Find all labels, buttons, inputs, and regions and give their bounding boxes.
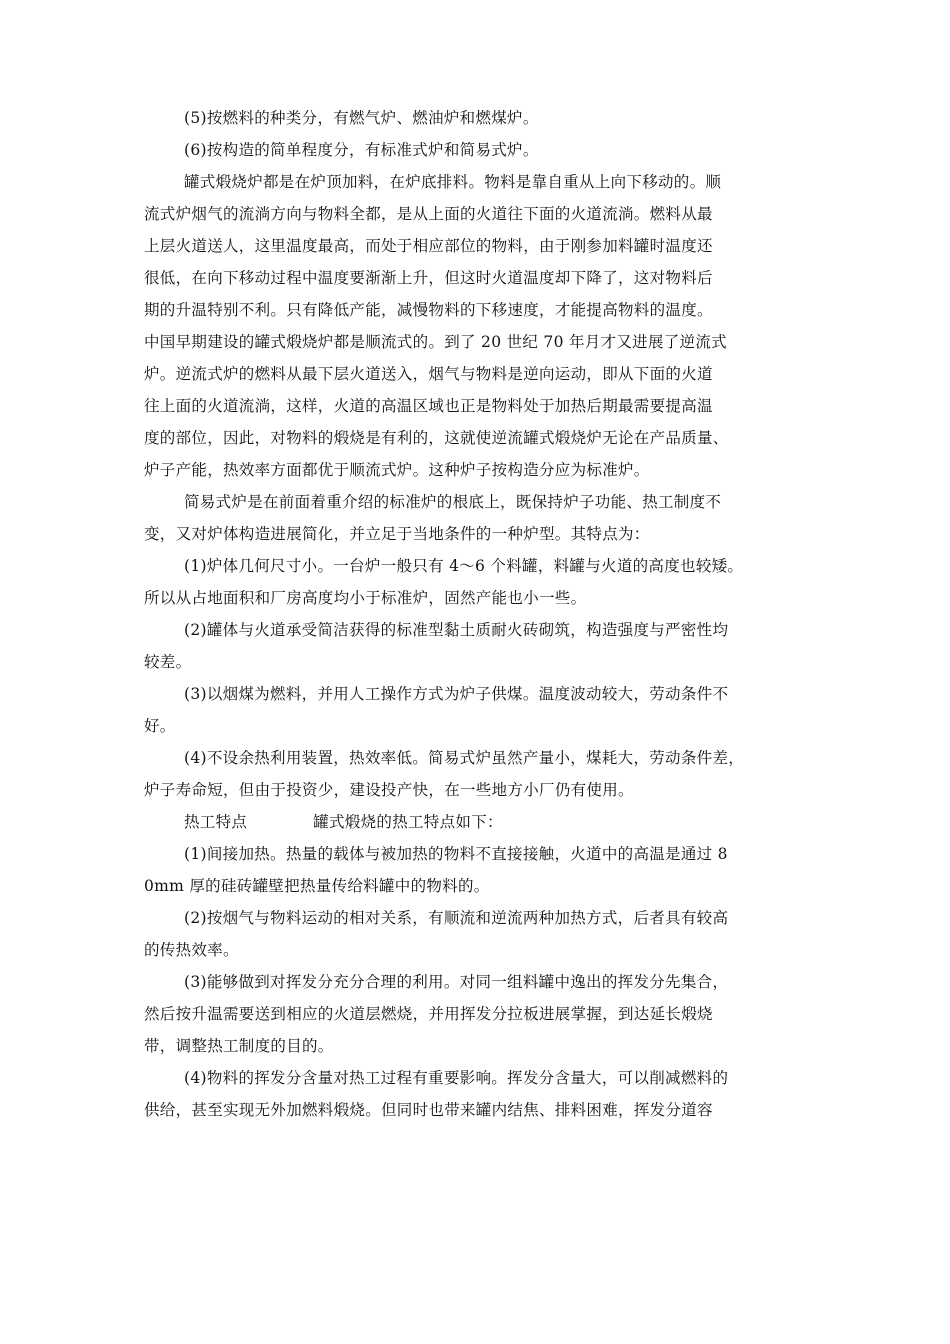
list-item-line: 所以从占地面积和厂房高度均小于标准炉，固然产能也小一些。	[144, 589, 587, 607]
paragraph-line: 变，又对炉体构造进展简化，并立足于当地条件的一种炉型。其特点为：	[144, 525, 650, 543]
list-item-line: (4)不设余热利用装置，热效率低。简易式炉虽然产量小，煤耗大，劳动条件差，	[184, 749, 745, 767]
section-intro: 罐式煅烧的热工特点如下：	[313, 813, 503, 831]
list-item-line: 炉子寿命短，但由于投资少，建设投产快，在一些地方小厂仍有使用。	[144, 781, 634, 799]
section-heading: 热工特点	[184, 813, 248, 831]
paragraph-line: 罐式煅烧炉都是在炉顶加料，在炉底排料。物料是靠自重从上向下移动的。顺	[184, 173, 722, 191]
paragraph-line: 炉子产能，热效率方面都优于顺流式炉。这种炉子按构造分应为标准炉。	[144, 461, 650, 479]
list-item-line: (4)物料的挥发分含量对热工过程有重要影响。挥发分含量大，可以削减燃料的	[184, 1069, 729, 1087]
list-item-line: (2)按烟气与物料运动的相对关系，有顺流和逆流两种加热方式，后者具有较高	[184, 909, 729, 927]
paragraph-fuel-type: (5)按燃料的种类分，有燃气炉、燃油炉和燃煤炉。	[184, 109, 539, 127]
list-item-line: 好。	[144, 717, 176, 735]
paragraph-line: 度的部位，因此，对物料的煅烧是有利的，这就使逆流罐式煅烧炉无论在产品质量、	[144, 429, 729, 447]
paragraph-line: 流式炉烟气的流淌方向与物料全都，是从上面的火道往下面的火道流淌。燃料从最	[144, 205, 713, 223]
list-item-line: 带，调整热工制度的目的。	[144, 1037, 334, 1055]
list-item-line: 供给，甚至实现无外加燃料煅烧。但同时也带来罐内结焦、排料困难，挥发分道容	[144, 1101, 713, 1119]
section-heading-line	[184, 812, 804, 832]
paragraph-line: 很低，在向下移动过程中温度要渐渐上升，但这时火道温度却下降了，这对物料后	[144, 269, 713, 287]
paragraph-structure-type: (6)按构造的简单程度分，有标准式炉和简易式炉。	[184, 141, 539, 159]
list-item-line: (3)以烟煤为燃料，并用人工操作方式为炉子供煤。温度波动较大，劳动条件不	[184, 685, 729, 703]
list-item-line: 的传热效率。	[144, 941, 239, 959]
list-item-line: (3)能够做到对挥发分充分合理的利用。对同一组料罐中逸出的挥发分先集合，	[184, 973, 729, 991]
list-item-line: (1)炉体几何尺寸小。一台炉一般只有 4～6 个料罐，料罐与火道的高度也较矮。	[184, 557, 744, 575]
list-item-line: 然后按升温需要送到相应的火道层燃烧，并用挥发分拉板进展掌握，到达延长煅烧	[144, 1005, 713, 1023]
paragraph-line: 中国早期建设的罐式煅烧炉都是顺流式的。到了 20 世纪 70 年月才又进展了逆流式	[144, 333, 727, 351]
paragraph-line: 上层火道送人，这里温度最高，而处于相应部位的物料，由于刚参加料罐时温度还	[144, 237, 713, 255]
paragraph-line: 简易式炉是在前面着重介绍的标准炉的根底上，既保持炉子功能、热工制度不	[184, 493, 722, 511]
list-item-line: 较差。	[144, 653, 192, 671]
list-item-line: 0mm 厚的硅砖罐壁把热量传给料罐中的物料的。	[144, 877, 490, 895]
list-item-line: (2)罐体与火道承受简洁获得的标准型黏土质耐火砖砌筑，构造强度与严密性均	[184, 621, 729, 639]
paragraph-line: 往上面的火道流淌，这样，火道的高温区域也正是物料处于加热后期最需要提高温	[144, 397, 713, 415]
list-item-line: (1)间接加热。热量的载体与被加热的物料不直接接触，火道中的高温是通过 8	[184, 845, 728, 863]
paragraph-line: 炉。逆流式炉的燃料从最下层火道送入，烟气与物料是逆向运动，即从下面的火道	[144, 365, 713, 383]
paragraph-line: 期的升温特别不利。只有降低产能，减慢物料的下移速度，才能提高物料的温度。	[144, 301, 713, 319]
